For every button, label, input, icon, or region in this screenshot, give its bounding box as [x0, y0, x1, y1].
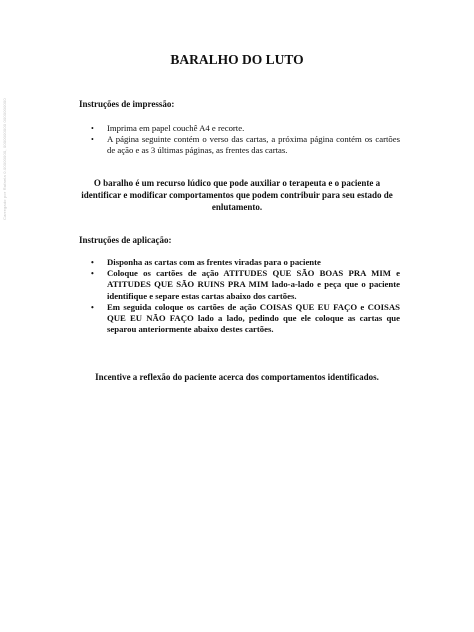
- bullet-icon: •: [91, 258, 94, 267]
- list-item: • A página seguinte contém o verso das cartas, a próxima página contém os cartões de ação e as 3 últimas páginas, as frentes das cartas.: [91, 134, 400, 156]
- print-instructions-list: [79, 123, 400, 157]
- application-instructions-list: [79, 257, 400, 335]
- watermark-text: Carregado por Rafaela 0.00000000, 0000000000 0000000000: [2, 98, 7, 220]
- list-item: • Coloque os cartões de ação ATITUDES QUE SÃO BOAS PRA MIM e ATITUDES QUE SÃO RUINS PRA MIM lado-a-lado e peça que o paciente identifique e separe estas cartas abaixo dos cartões.: [91, 268, 400, 301]
- application-instructions-heading: Instruções de aplicação:: [79, 235, 172, 245]
- bullet-icon: •: [91, 302, 94, 312]
- page-title: BARALHO DO LUTO: [170, 52, 304, 67]
- print-instructions-heading: Instruções de impressão:: [79, 99, 175, 109]
- bullet-icon: •: [91, 135, 94, 145]
- bullet-icon: •: [91, 269, 94, 279]
- bullet-icon: •: [91, 124, 94, 133]
- list-item: • Imprima em papel couchê A4 e recorte.: [91, 123, 245, 133]
- deck-description: O baralho é um recurso lúdico que pode auxiliar o terapeuta e o paciente a identificar e modificar comportamentos que podem contribuir para seu estado de enlutamento.: [81, 178, 393, 213]
- list-item: • Em seguida coloque os cartões de ação COISAS QUE EU FAÇO e COISAS QUE EU NÃO FAÇO lado a lado, pedindo que ele coloque as cartas que separou anteriormente abaixo destes cartões.: [91, 301, 400, 335]
- closing-note: Incentive a reflexão do paciente acerca dos comportamentos identificados.: [95, 372, 379, 382]
- list-item: • Disponha as cartas com as frentes viradas para o paciente: [91, 257, 321, 267]
